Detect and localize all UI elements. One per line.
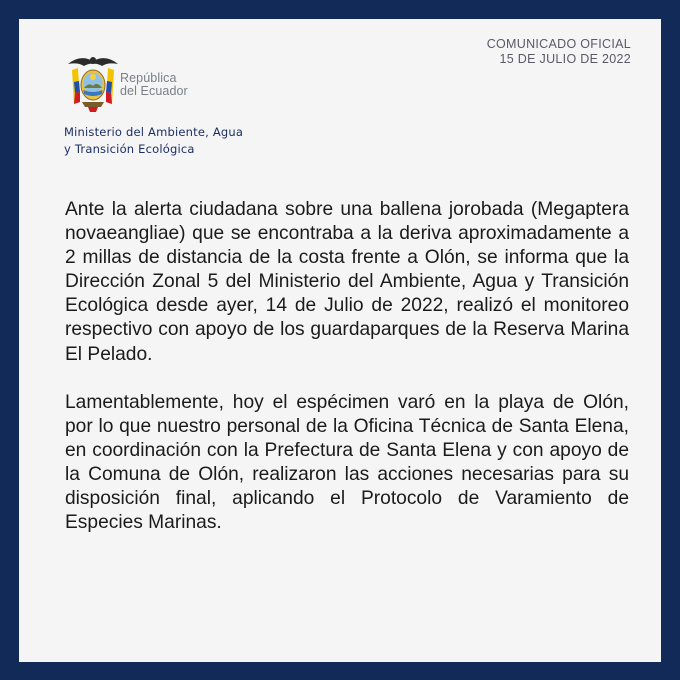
communique-body — [65, 198, 629, 559]
communique-label: COMUNICADO OFICIAL — [486, 37, 631, 51]
ministry-name — [64, 124, 243, 158]
republic-label — [120, 72, 188, 98]
ministry-line2: y Transición Ecológica — [64, 142, 195, 156]
body-paragraph: Ante la alerta ciudadana sobre una ballena jorobada (Megaptera novaeangliae) que se encontraba a la deriva aproximadamente a 2 millas de distancia de la costa frente a Olón, se informa que la Dirección Zonal 5 del Ministerio del Ambiente, Agua y Transición Ecológica desde ayer, 14 de Julio de 2022, realizó el monitoreo respectivo con apoyo de los guardaparques de la Reserva Marina El Pelado. — [65, 199, 629, 365]
communique-header — [487, 37, 631, 67]
government-logo — [64, 52, 224, 117]
republic-line2: del Ecuador — [120, 84, 188, 98]
communique-date: 15 DE JULIO DE 2022 — [499, 52, 631, 66]
ecuador-coat-of-arms-icon — [64, 52, 122, 114]
body-paragraph: Lamentablemente, hoy el espécimen varó en la playa de Olón, por lo que nuestro personal de la Oficina Técnica de Santa Elena, en coordinación con la Prefectura de Santa Elena y con apoyo de la Comuna de Olón, realizaron las acciones necesarias para su disposición final, aplicando el Protocolo de Varamiento de Especies Marinas. — [65, 391, 629, 534]
republic-line1: República — [120, 71, 177, 85]
communique-card — [19, 19, 661, 662]
ministry-line1: Ministerio del Ambiente, Agua — [64, 125, 244, 139]
